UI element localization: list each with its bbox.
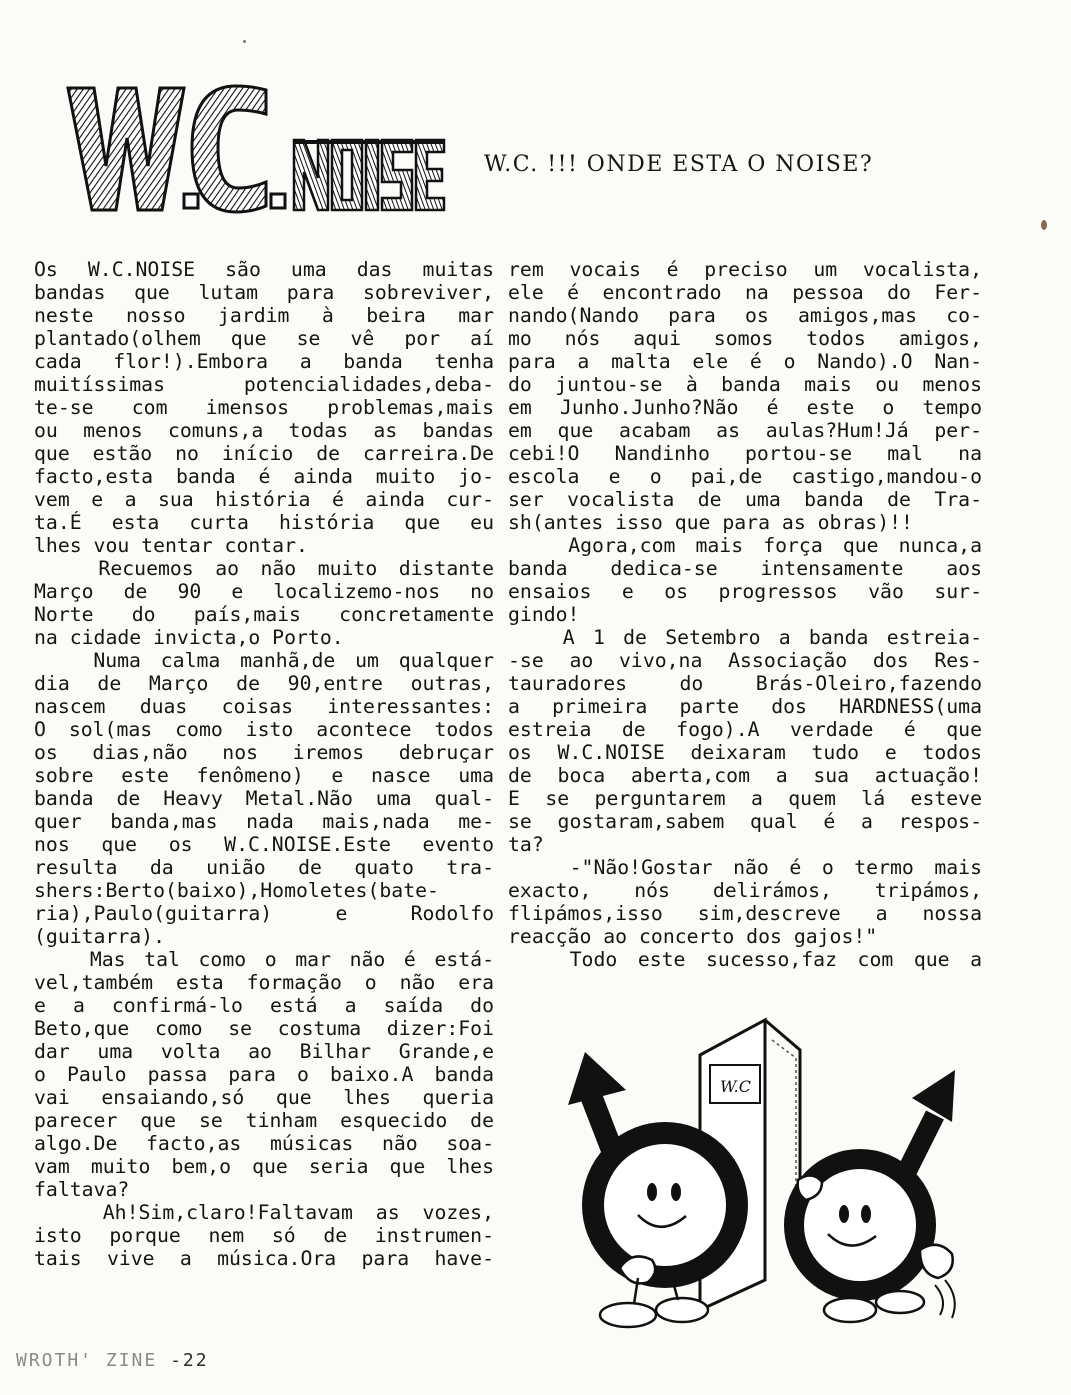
- text-line: parecer que se tinham esquecido de: [34, 1109, 494, 1132]
- text-line: estreia de fogo).A verdade é que: [508, 718, 982, 741]
- text-line: de boca aberta,com a sua actuação!: [508, 764, 982, 787]
- text-line: nascem duas coisas interessantes:: [34, 695, 494, 718]
- text-line: muitíssimas potencialidades,deba-: [34, 373, 494, 396]
- text-line: sh(antes isso que para as obras)!!: [508, 511, 913, 534]
- text-line: o Paulo passa para o baixo.A banda: [34, 1063, 494, 1086]
- text-line: se gostaram,sabem qual é a respos-: [508, 810, 982, 833]
- text-line: shers:Berto(baixo),Homoletes(bate-: [34, 879, 439, 902]
- text-line: ele é encontrado na pessoa do Fer-: [508, 281, 982, 304]
- article-subtitle: W.C. !!! ONDE ESTA O NOISE?: [484, 152, 874, 177]
- scan-speck: [243, 40, 246, 43]
- text-line: que estão no início de carreira.De: [34, 442, 494, 465]
- text-line: cada flor!).Embora a banda tenha: [34, 350, 494, 373]
- text-line: nos que os W.C.NOISE.Este evento: [34, 833, 494, 856]
- text-line: ria),Paulo(guitarra) e Rodolfo: [34, 902, 494, 925]
- door-sign-text: W.C: [720, 1077, 751, 1096]
- text-line: a primeira parte dos HARDNESS(uma: [508, 695, 982, 718]
- text-line: Ah!Sim,claro!Faltavam as vozes,: [34, 1201, 494, 1224]
- text-line: banda dedica-se intensamente aos: [508, 557, 982, 580]
- text-line: Numa calma manhã,de um qualquer: [34, 649, 494, 672]
- text-line: do juntou-se à banda mais ou menos: [508, 373, 982, 396]
- magazine-name: WROTH' ZINE: [16, 1350, 158, 1371]
- text-line: sobre este fenômeno) e nasce uma: [34, 764, 494, 787]
- text-line: banda de Heavy Metal.Não uma qual-: [34, 787, 494, 810]
- text-line: rem vocais é preciso um vocalista,: [508, 258, 982, 281]
- text-line: e a confirmá-lo está a saída do: [34, 994, 494, 1017]
- text-line: em que acabam as aulas?Hum!Já per-: [508, 419, 982, 442]
- text-line: ou menos comuns,a todas as bandas: [34, 419, 494, 442]
- text-line: plantado(olhem que se vê por aí: [34, 327, 494, 350]
- page-number: -22: [170, 1350, 209, 1371]
- text-line: Norte do país,mais concretamente: [34, 603, 494, 626]
- text-line: em Junho.Junho?Não é este o tempo: [508, 396, 982, 419]
- text-line: para a malta ele é o Nando).O Nan-: [508, 350, 982, 373]
- band-logo-graphic: [66, 78, 466, 218]
- text-line: resulta da união de quato tra-: [34, 856, 494, 879]
- text-line: dar uma volta ao Bilhar Grande,e: [34, 1040, 494, 1063]
- text-line: bandas que lutam para sobreviver,: [34, 281, 494, 304]
- text-line: Todo este sucesso,faz com que a: [508, 948, 982, 971]
- text-line: quer banda,mas nada mais,nada me-: [34, 810, 494, 833]
- article-right-column: [508, 258, 982, 971]
- text-line: -"Não!Gostar não é o termo mais: [508, 856, 982, 879]
- text-line: vai ensaiando,só que lhes queria: [34, 1086, 494, 1109]
- text-line: A 1 de Setembro a banda estreia-: [508, 626, 982, 649]
- text-line: Os W.C.NOISE são uma das muitas: [34, 258, 494, 281]
- text-line: mo nós aqui somos todos amigos,: [508, 327, 982, 350]
- text-line: os dias,não nos iremos debruçar: [34, 741, 494, 764]
- text-line: cebi!O Nandinho portou-se mal na: [508, 442, 982, 465]
- text-line: ta?: [508, 833, 544, 856]
- text-line: ta.É esta curta história que eu: [34, 511, 494, 534]
- text-line: gindo!: [508, 603, 580, 626]
- text-line: ser vocalista de uma banda de Tra-: [508, 488, 982, 511]
- text-line: neste nosso jardim à beira mar: [34, 304, 494, 327]
- text-line: vem e a sua história é ainda cur-: [34, 488, 494, 511]
- text-line: nando(Nando para os amigos,mas co-: [508, 304, 982, 327]
- text-line: te-se com imensos problemas,mais: [34, 396, 494, 419]
- text-line: reacção ao concerto dos gajos!": [508, 925, 878, 948]
- article-left-column: [34, 258, 494, 1270]
- text-line: Agora,com mais força que nunca,a: [508, 534, 982, 557]
- text-line: vam muito bem,o que seria que lhes: [34, 1155, 494, 1178]
- cartoon-male-symbols-graphic: [560, 1010, 980, 1335]
- text-line: os W.C.NOISE deixaram tudo e todos: [508, 741, 982, 764]
- text-line: escola e o pai,de castigo,mandou-o: [508, 465, 982, 488]
- text-line: na cidade invicta,o Porto.: [34, 626, 344, 649]
- text-line: flipámos,isso sim,descreve a nossa: [508, 902, 982, 925]
- text-line: algo.De facto,as músicas não soa-: [34, 1132, 494, 1155]
- text-line: faltava?: [34, 1178, 130, 1201]
- text-line: Recuemos ao não muito distante: [34, 557, 494, 580]
- wc-door-illustration: [560, 1010, 980, 1335]
- text-line: vel,também esta formação o não era: [34, 971, 494, 994]
- page-footer: [16, 1350, 209, 1371]
- band-logo: [66, 78, 466, 218]
- text-line: (guitarra).: [34, 925, 166, 948]
- text-line: dia de Março de 90,entre outras,: [34, 672, 494, 695]
- text-line: Beto,que como se costuma dizer:Foi: [34, 1017, 494, 1040]
- text-line: exacto, nós delirámos, tripámos,: [508, 879, 982, 902]
- text-line: O sol(mas como isto acontece todos: [34, 718, 494, 741]
- text-line: -se ao vivo,na Associação dos Res-: [508, 649, 982, 672]
- text-line: lhes vou tentar contar.: [34, 534, 308, 557]
- text-line: E se perguntarem a quem lá esteve: [508, 787, 982, 810]
- text-line: facto,esta banda é ainda muito jo-: [34, 465, 494, 488]
- text-line: Março de 90 e localizemo-nos no: [34, 580, 494, 603]
- text-line: ensaios e os progressos vão sur-: [508, 580, 982, 603]
- scan-speck: [1041, 220, 1047, 230]
- text-line: isto porque nem só de instrumen-: [34, 1224, 494, 1247]
- text-line: tauradores do Brás-Oleiro,fazendo: [508, 672, 982, 695]
- text-line: tais vive a música.Ora para have-: [34, 1247, 494, 1270]
- text-line: Mas tal como o mar não é está-: [34, 948, 494, 971]
